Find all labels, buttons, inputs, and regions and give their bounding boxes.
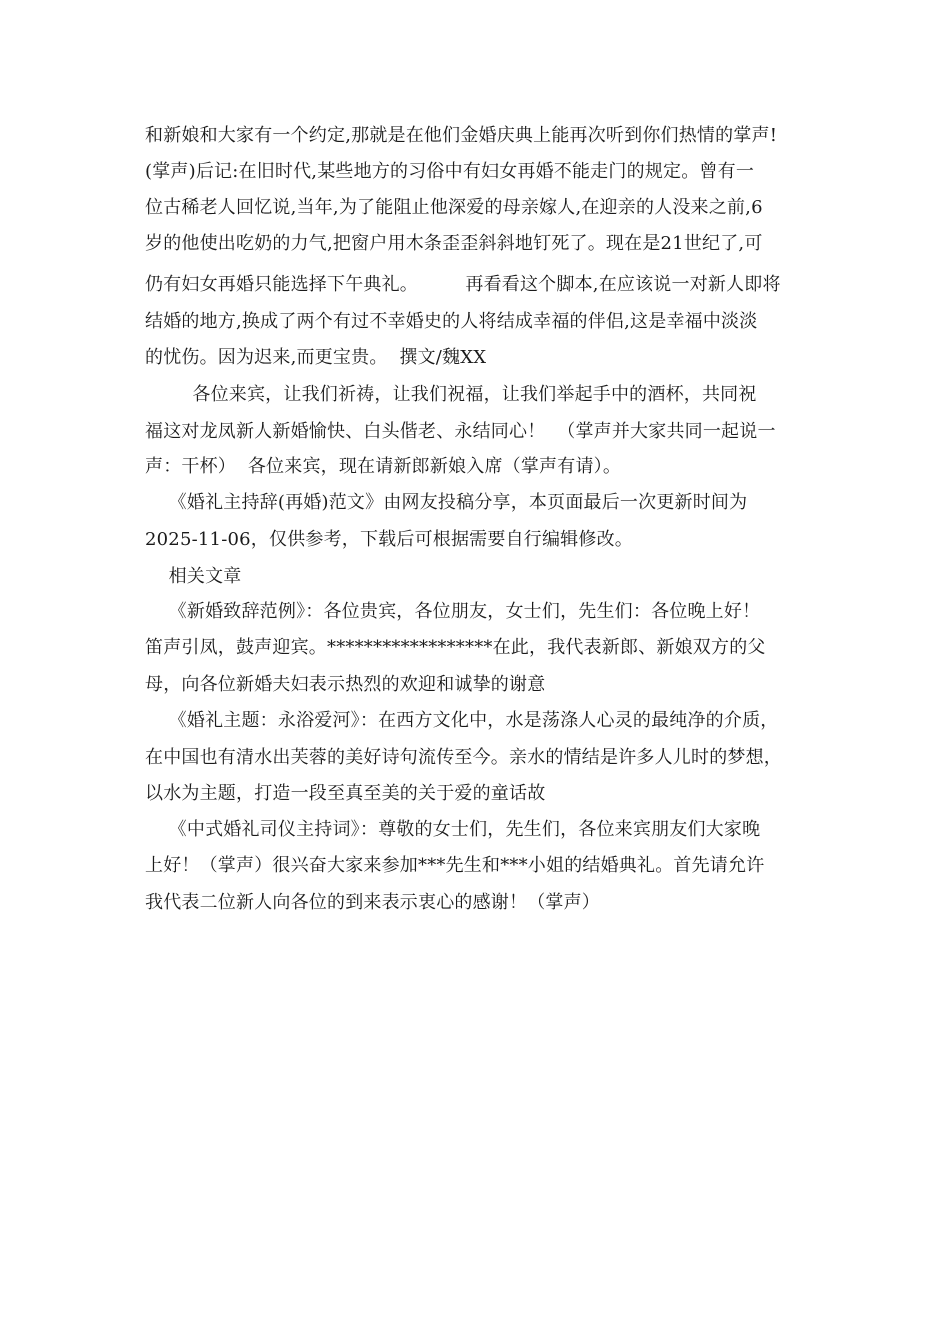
- text-line: 声：干杯） 各位来宾，现在请新郎新娘入席（掌声有请）。: [145, 456, 622, 477]
- text-line: (掌声)后记:在旧时代,某些地方的习俗中有妇女再婚不能走门的规定。曾有一: [145, 161, 755, 182]
- text-line: 在中国也有清水出芙蓉的美好诗句流传至今。亲水的情结是许多人儿时的梦想，: [145, 747, 782, 768]
- text-line: 仍有妇女再婚只能选择下午典礼。 再看看这个脚本,在应该说一对新人即将: [145, 274, 781, 295]
- text-line: 的忧伤。因为迟来,而更宝贵。 撰文/魏XX: [145, 347, 487, 368]
- text-line: 《婚礼主持辞(再婚)范文》由网友投稿分享，本页面最后一次更新时间为: [145, 492, 748, 513]
- text-line: 以水为主题，打造一段至真至美的关于爱的童话故: [145, 783, 546, 804]
- section-heading: 相关文章: [145, 566, 242, 587]
- text-line: 位古稀老人回忆说,当年,为了能阻止他深爱的母亲嫁人,在迎亲的人没来之前,6: [145, 197, 763, 218]
- text-line: 岁的他使出吃奶的力气,把窗户用木条歪歪斜斜地钉死了。现在是21世纪了,可: [145, 233, 763, 254]
- text-line: 笛声引凤，鼓声迎宾。******************在此，我代表新郎、新娘双方的父: [145, 637, 766, 658]
- text-line: 结婚的地方,换成了两个有过不幸婚史的人将结成幸福的伴侣,这是幸福中淡淡: [145, 311, 758, 332]
- text-line: 和新娘和大家有一个约定,那就是在他们金婚庆典上能再次听到你们热情的掌声!: [145, 125, 778, 146]
- text-line: 各位来宾，让我们祈祷，让我们祝福，让我们举起手中的酒杯，共同祝: [145, 384, 757, 405]
- text-line: 《新婚致辞范例》：各位贵宾，各位朋友，女士们，先生们：各位晚上好！: [145, 601, 761, 622]
- text-line: 我代表二位新人向各位的到来表示衷心的感谢！（掌声）: [145, 892, 600, 913]
- text-line: 上好！（掌声）很兴奋大家来参加***先生和***小姐的结婚典礼。首先请允许: [145, 855, 765, 876]
- text-line: 母，向各位新婚夫妇表示热烈的欢迎和诚挚的谢意: [145, 674, 546, 695]
- text-line: 2025-11-06，仅供参考，下载后可根据需要自行编辑修改。: [145, 529, 633, 550]
- text-line: 《婚礼主题：永浴爱河》：在西方文化中，水是荡涤人心灵的最纯净的介质，: [145, 710, 779, 731]
- text-line: 福这对龙凤新人新婚愉快、白头偕老、永结同心！ （掌声并大家共同一起说一: [145, 421, 776, 442]
- text-line: 《中式婚礼司仪主持词》：尊敬的女士们，先生们，各位来宾朋友们大家晚: [145, 819, 761, 840]
